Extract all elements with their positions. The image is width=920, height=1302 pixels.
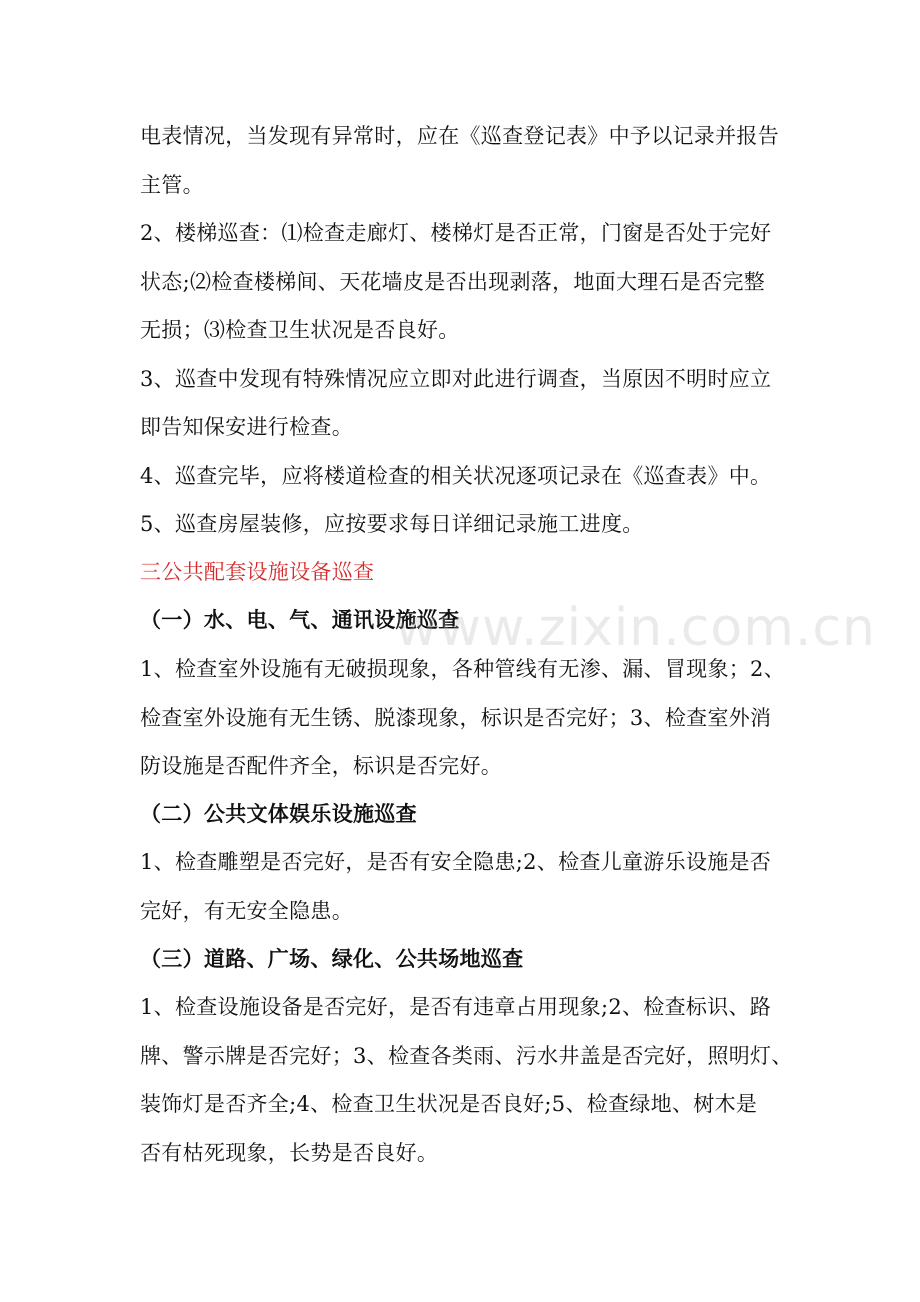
- special-situation-line-2: 即告知保安进行检查。: [140, 415, 353, 439]
- roads-line-1: 1、检查设施设备是否完好，是否有违章占用现象;2、检查标识、路: [140, 995, 772, 1019]
- roads-line-2: 牌、警示牌是否完好；3、检查各类雨、污水井盖是否完好，照明灯、: [140, 1044, 793, 1068]
- stairs-inspection-line-2: 状态;⑵检查楼梯间、天花墙皮是否出现剥落，地面大理石是否完整: [140, 270, 766, 294]
- subheading-utilities: （一）水、电、气、通讯设施巡查: [140, 608, 460, 632]
- recreation-line-2: 完好，有无安全隐患。: [140, 899, 353, 923]
- subheading-recreation: （二）公共文体娱乐设施巡查: [140, 802, 417, 826]
- roads-line-3: 装饰灯是否齐全;4、检查卫生状况是否良好;5、检查绿地、树木是: [140, 1092, 758, 1116]
- utilities-line-3: 防设施是否配件齐全，标识是否完好。: [140, 754, 503, 778]
- watermark: www.zixin.com.cn: [395, 598, 876, 658]
- paragraph-line-1: 电表情况，当发现有异常时，应在《巡查登记表》中予以记录并报告: [140, 124, 779, 148]
- utilities-line-1: 1、检查室外设施有无破损现象，各种管线有无渗、漏、冒现象；2、: [140, 657, 786, 681]
- stairs-inspection-line-1: 2、楼梯巡查：⑴检查走廊灯、楼梯灯是否正常，门窗是否处于完好: [140, 221, 772, 245]
- special-situation-line-1: 3、巡查中发现有特殊情况应立即对此进行调查，当原因不明时应立: [140, 367, 772, 391]
- subheading-roads-greenery: （三）道路、广场、绿化、公共场地巡查: [140, 947, 524, 971]
- stairs-inspection-line-3: 无损；⑶检查卫生状况是否良好。: [140, 318, 460, 342]
- recreation-line-1: 1、检查雕塑是否完好，是否有安全隐患;2、检查儿童游乐设施是否: [140, 850, 772, 874]
- renovation-line: 5、巡查房屋装修，应按要求每日详细记录施工进度。: [140, 512, 644, 536]
- paragraph-line-2: 主管。: [140, 173, 204, 197]
- roads-line-4: 否有枯死现象，长势是否良好。: [140, 1141, 439, 1165]
- section-heading-public-facilities: 三公共配套设施设备巡查: [140, 560, 375, 584]
- utilities-line-2: 检查室外设施有无生锈、脱漆现象，标识是否完好；3、检查室外消: [140, 706, 772, 730]
- record-line: 4、巡查完毕，应将楼道检查的相关状况逐项记录在《巡查表》中。: [140, 464, 772, 488]
